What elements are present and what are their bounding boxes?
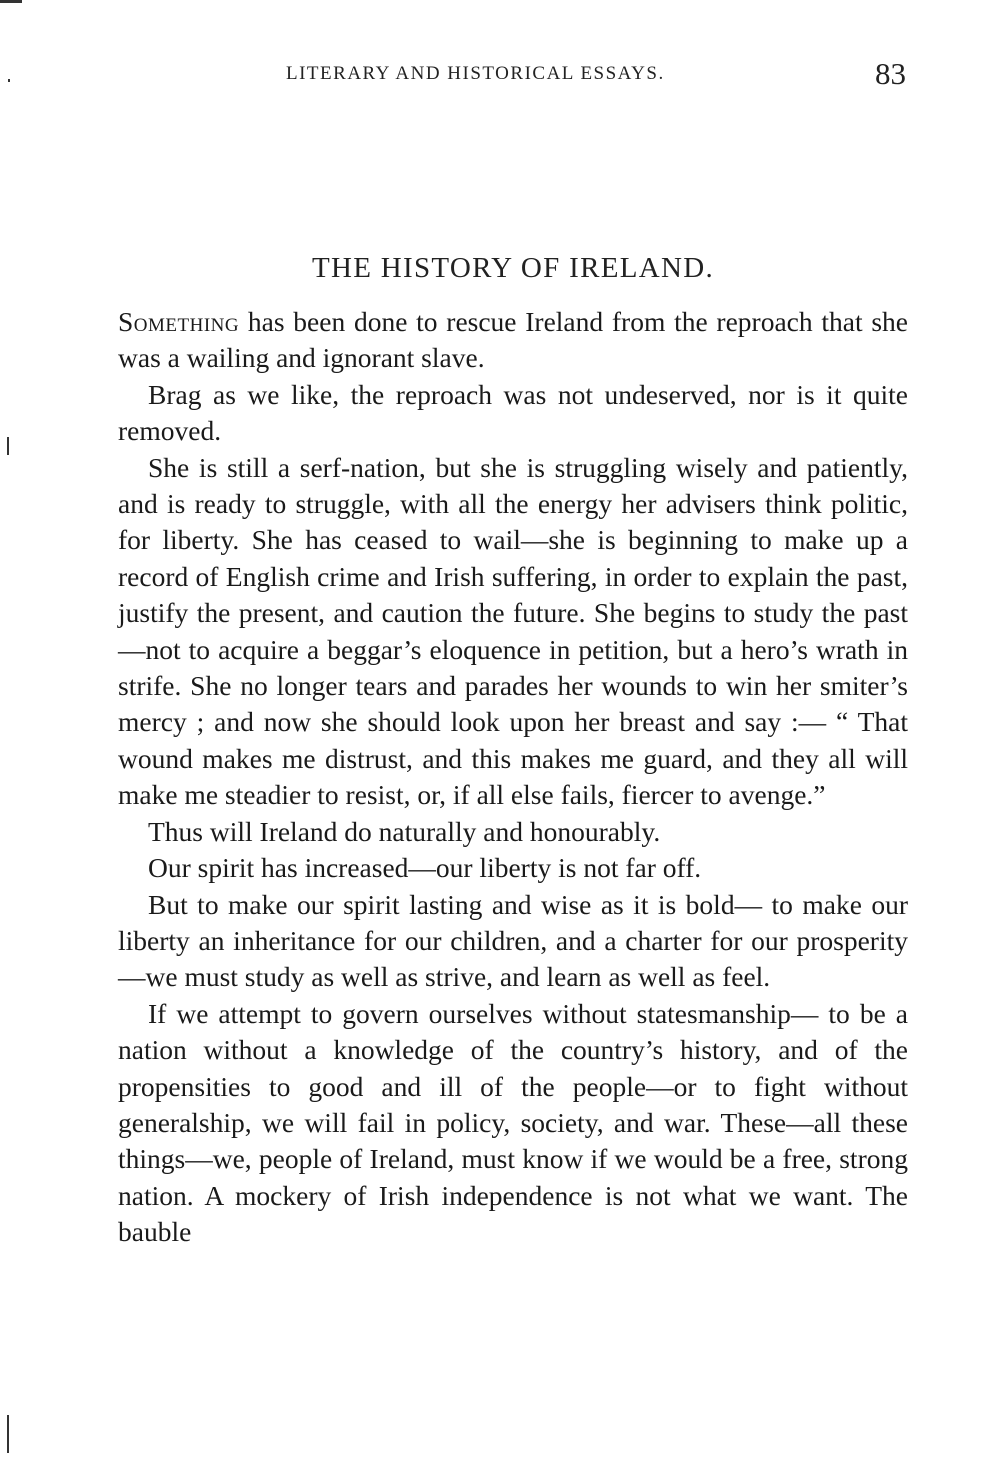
paragraph-1-text: has been done to rescue Ireland from the reproach that she was a wailing and ignorant slave.: [118, 306, 908, 374]
paragraph-4: Thus will Ireland do naturally and honourably.: [148, 815, 661, 847]
paragraph-7: If we attempt to govern ourselves without statesmanship— to be a nation without a knowledge of the country’s history, and of the propensities to good and ill of the people—or to fight without generalship, we will fail in policy, society, and war. These—all these things—we, people of Ireland, must know if we would be a free, strong nation. A mockery of Irish independence is not what we want. The bauble: [118, 997, 908, 1248]
paragraph-3: She is still a serf-nation, but she is struggling wisely and patiently, and is ready to struggle, with all the energy her advisers think politic, for liberty. She has ceased to wail—she is beginning to make up a record of English crime and Irish suffering, in order to explain the past, justify the present, and caution the future. She begins to study the past—not to acquire a beggar’s eloquence in petition, but a hero’s wrath in strife. She no longer tears and parades her wounds to win her smiter’s mercy ; and now she should look upon her breast and say :— “ That wound makes me distrust, and this makes me guard, and they all will make me steadier to resist, or, if all else fails, fiercer to avenge.”: [118, 451, 908, 811]
running-head: [118, 58, 908, 98]
margin-mark-bottom: [7, 1415, 9, 1453]
paragraph-1: [118, 304, 908, 377]
margin-mark-line: [7, 437, 9, 455]
margin-mark-dot: [8, 79, 10, 82]
paragraph-6: But to make our spirit lasting and wise as it is bold— to make our liberty an inheritance for our children, and a charter for our prosperity—we must study as well as strive, and learn as well as feel.: [118, 888, 908, 993]
page-number: 83: [875, 56, 906, 91]
body-text: [118, 304, 908, 1251]
chapter-title: THE HISTORY OF IRELAND.: [311, 252, 715, 284]
paragraph-5: Our spirit has increased—our liberty is not far off.: [148, 852, 702, 884]
margin-mark-top: [0, 0, 22, 3]
paragraph-1-lead: Something: [118, 306, 240, 337]
running-title: LITERARY AND HISTORICAL ESSAYS.: [286, 63, 665, 84]
paragraph-2: Brag as we like, the reproach was not undeserved, nor is it quite removed.: [118, 378, 908, 447]
